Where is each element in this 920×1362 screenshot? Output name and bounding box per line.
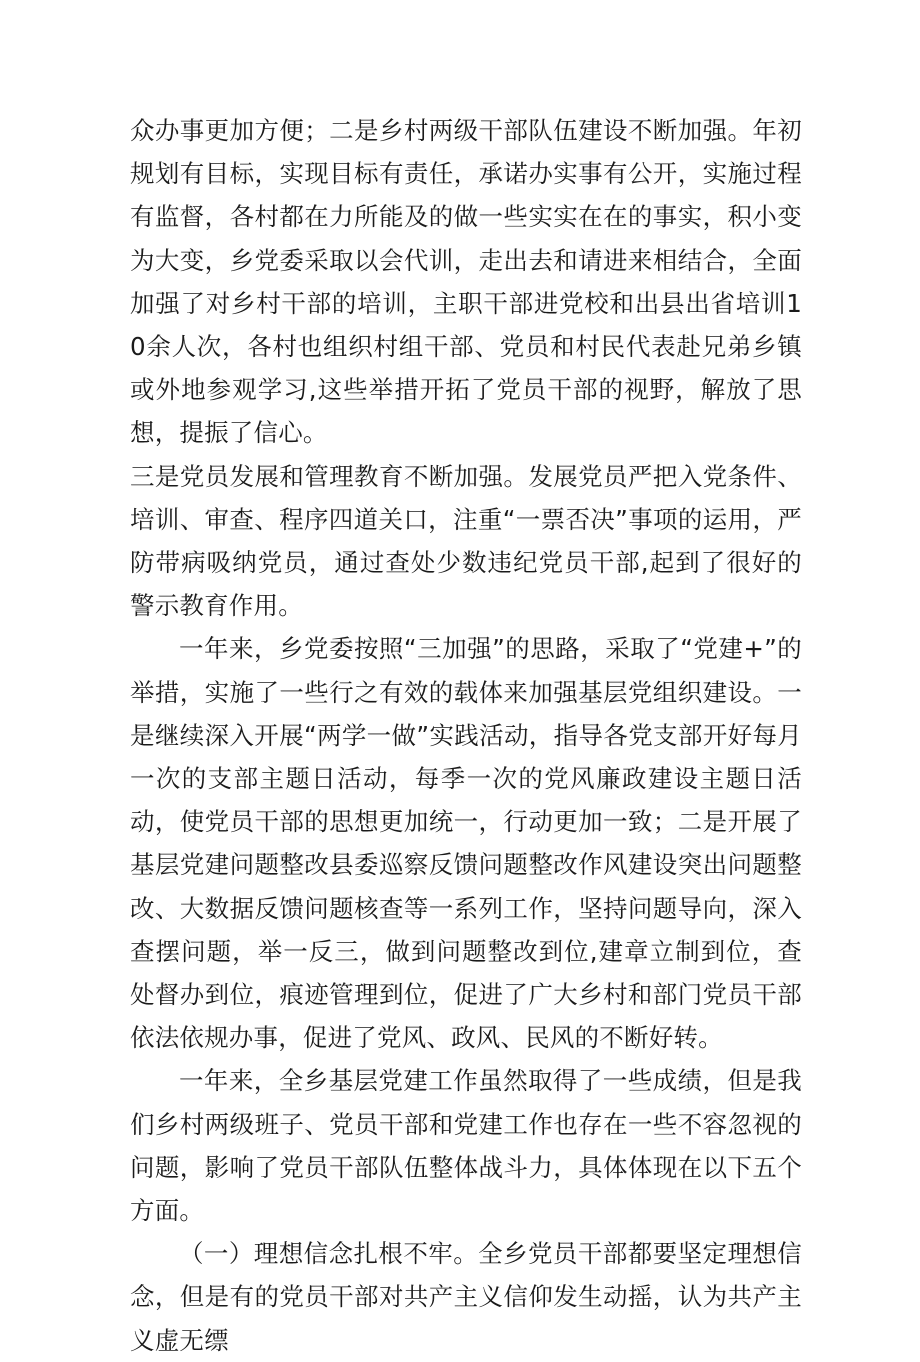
paragraph-party-member-development: 三是党员发展和管理教育不断加强。发展党员严把入党条件、培训、审查、程序四道关口，注重“一票否决”事项的运用，严防带病吸纳党员，通过查处少数违纪党员干部,起到了很好的警示教育作用。: [130, 461, 802, 621]
paragraph-continued-text: 众办事更加方便；二是乡村两级干部队伍建设不断加强。年初规划有目标，实现目标有责任，承诺办实事有公开，实施过程有监督，各村都在力所能及的做一些实实在在的事实，积小变为大变，乡党委采取以会代训，走出去和请进来相结合，全面加强了对乡村干部的培训，主职干部进党校和出县出省培训10余人次，各村也组织村组干部、党员和村民代表赴兄弟乡镇或外地参观学习,这些举措开拓了党员干部的视野，解放了思想，提振了信心。: [130, 116, 802, 448]
document-body: [130, 109, 802, 1362]
paragraph-problems-overview: 一年来，全乡基层党建工作虽然取得了一些成绩，但是我们乡村两级班子、党员干部和党建工作也存在一些不容忽视的问题，影响了党员干部队伍整体战斗力，具体体现在以下五个方面。: [130, 1066, 802, 1226]
paragraph-party-building-measures: 一年来，乡党委按照“三加强”的思路，采取了“党建+”的举措，实施了一些行之有效的载体来加强基层党组织建设。一是继续深入开展“两学一做”实践活动，指导各党支部开好每月一次的支部主题日活动，每季一次的党风廉政建设主题日活动，使党员干部的思想更加统一，行动更加一致；二是开展了基层党建问题整改县委巡察反馈问题整改作风建设突出问题整改、大数据反馈问题核查等一系列工作，坚持问题导向，深入查摆问题，举一反三，做到问题整改到位,建章立制到位，查处督办到位，痕迹管理到位，促进了广大乡村和部门党员干部依法依规办事，促进了党风、政风、民风的不断好转。: [130, 634, 802, 1053]
paragraph-ideals-and-beliefs: （一）理想信念扎根不牢。全乡党员干部都要坚定理想信念，但是有的党员干部对共产主义信仰发生动摇，认为共产主义虚无缥: [130, 1239, 802, 1355]
